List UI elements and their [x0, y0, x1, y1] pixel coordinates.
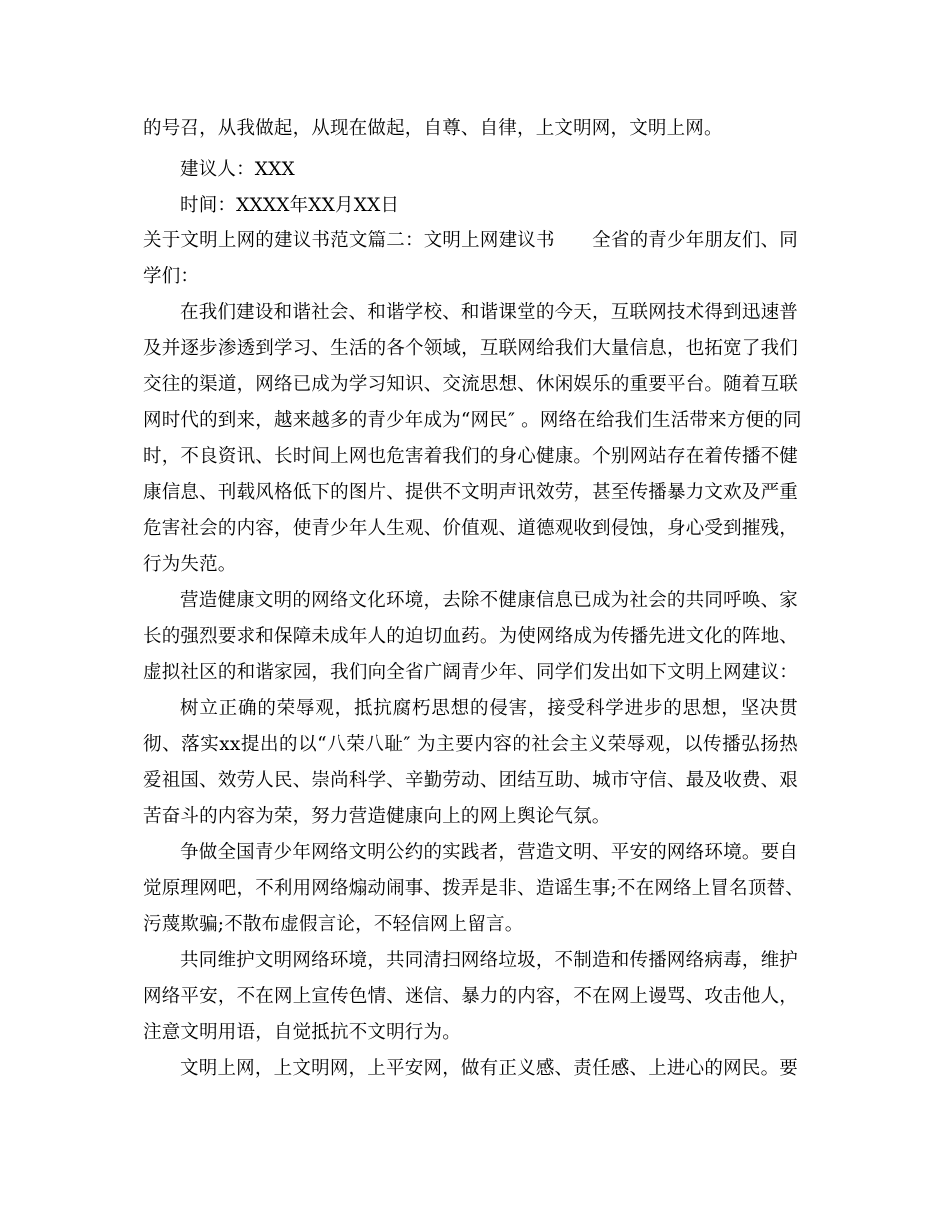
text-line: 文明上网，上文明网，上平安网，做有正义感、责任感、上进心的网民。要 [180, 1058, 798, 1079]
text-line: 交往的渠道，网络已成为学习知识、交流思想、休闲娱乐的重要平台。随着互联 [143, 374, 798, 395]
date-line: 时间：XXXX年XX月XX日 [180, 195, 400, 216]
text-line: 营造健康文明的网络文化环境，去除不健康信息已成为社会的共同呼唤、家 [180, 590, 798, 611]
text-line: 在我们建设和谐社会、和谐学校、和谐课堂的今天，互联网技术得到迅速普 [180, 302, 798, 323]
text-line: 时，不良资讯、长时间上网也危害着我们的身心健康。个别网站存在着传播不健 [143, 446, 798, 467]
text-line: 网络平安，不在网上宣传色情、迷信、暴力的内容，不在网上谩骂、攻击他人， [143, 986, 798, 1007]
text-line: 虚拟社区的和谐家园，我们向全省广阔青少年、同学们发出如下文明上网建议： [143, 662, 798, 683]
text-line: 学们： [143, 266, 200, 287]
text-line: 行为失范。 [143, 554, 237, 575]
text-line: 网时代的到来，越来越多的青少年成为“网民″ 。网络在给我们生活带来方便的同 [143, 410, 802, 431]
text-line: 觉原理网吧，不利用网络煽动闹事、拨弄是非、造谣生事;不在网络上冒名顶替、 [143, 878, 804, 899]
text-line: 注意文明用语，自觉抵抗不文明行为。 [143, 1022, 461, 1043]
text-line: 苦奋斗的内容为荣，努力营造健康向上的网上舆论气氛。 [143, 806, 611, 827]
proposer-line: 建议人：XXX [180, 159, 295, 180]
text-line: 及并逐步渗透到学习、生活的各个领域，互联网给我们大量信息，也拓宽了我们 [143, 338, 798, 359]
text-line: 污蔑欺骗;不散布虚假言论，不轻信网上留言。 [143, 914, 524, 935]
text-line: 树立正确的荣辱观，抵抗腐朽思想的侵害，接受科学进步的思想，坚决贯 [180, 698, 798, 719]
section-heading-line: 关于文明上网的建议书范文篇二：文明上网建议书 全省的青少年朋友们、同 [143, 230, 798, 251]
text-line: 的号召，从我做起，从现在做起，自尊、自律，上文明网，文明上网。 [143, 118, 723, 139]
text-line: 争做全国青少年网络文明公约的实践者，营造文明、平安的网络环境。要自 [180, 842, 798, 863]
text-line: 康信息、刊载风格低下的图片、提供不文明声讯效劳，甚至传播暴力文欢及严重 [143, 482, 798, 503]
text-line: 长的强烈要求和保障未成年人的迫切血药。为使网络成为传播先进文化的阵地、 [143, 626, 798, 647]
text-line: 共同维护文明网络环境，共同清扫网络垃圾，不制造和传播网络病毒，维护 [180, 950, 798, 971]
text-line: 危害社会的内容，使青少年人生观、价值观、道德观收到侵蚀，身心受到摧残， [143, 518, 798, 539]
text-line: 彻、落实xx提出的以“八荣八耻″ 为主要内容的社会主义荣辱观，以传播弘扬热 [143, 734, 798, 755]
text-line: 爱祖国、效劳人民、崇尚科学、辛勤劳动、团结互助、城市守信、最及收费、艰 [143, 770, 798, 791]
